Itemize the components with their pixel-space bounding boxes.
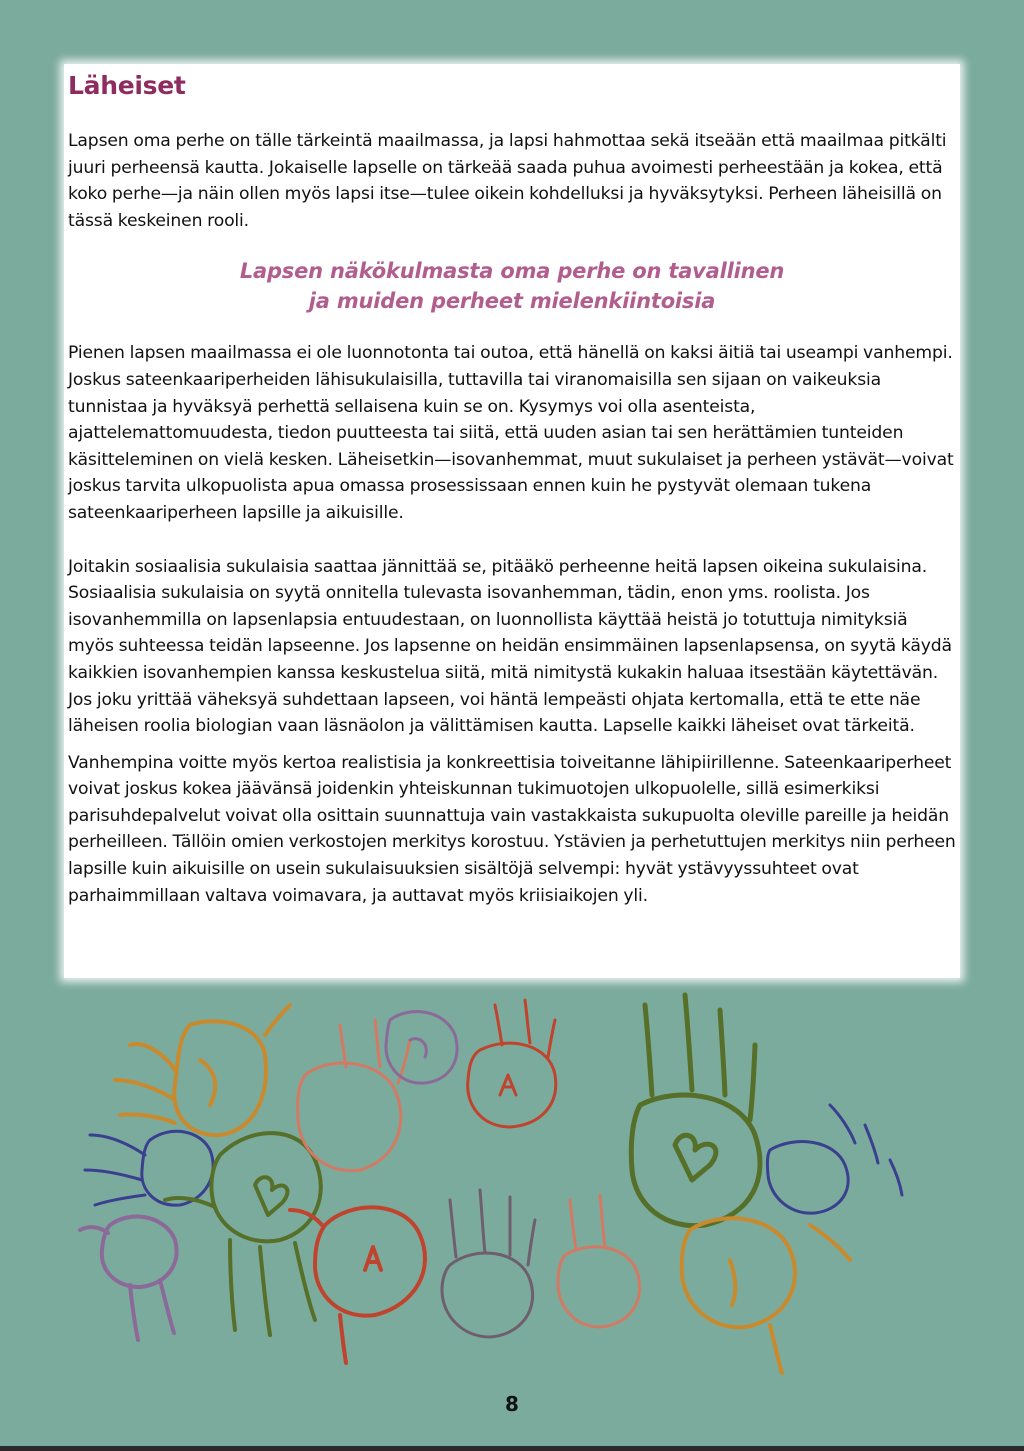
paragraph-intro: Lapsen oma perhe on tälle tärkeintä maailmassa, ja lapsi hahmottaa sekä itseään että maailmaa pitkälti juuri perheensä kautta. Jokaiselle lapselle on tärkeää saada puhua avoimesti perheestään ja kokea, että koko perhe—ja näin ollen myös lapsi itse—tulee oikein kohdelluksi ja hyväksytyksi. Perheen läheisillä on tässä keskeinen rooli.: [68, 131, 947, 231]
pull-quote-line-1: Lapsen näkökulmasta oma perhe on tavallinen: [239, 259, 785, 284]
handprint-salmon-right: [558, 1195, 640, 1327]
text-panel: [64, 64, 960, 978]
handprints-illustration: [70, 985, 950, 1385]
handprint-blue-left: [85, 1131, 213, 1205]
handprint-green-left: [165, 1133, 321, 1335]
handprint-orange-left: [115, 1005, 290, 1135]
handprint-green-right: [631, 995, 760, 1226]
handprint-orange-right: [682, 1218, 850, 1373]
handprint-purple-left: [80, 1217, 177, 1340]
handprint-red-center-top: [468, 1000, 556, 1127]
handprint-blue-right: [767, 1105, 902, 1213]
bottom-border: [0, 1446, 1024, 1451]
paragraph-social-relatives: Joitakin sosiaalisia sukulaisia saattaa jännittää se, pitääkö perheenne heitä lapsen oikeina sukulaisina. Sosiaalisia sukulaisia on syytä onnitella tulevasta isovanhemman, tädin, enon yms. roolista. Jos isovanhemmilla on lapsenlapsia entuudestaan, on luonnollista käyttää heistä jo totuttuja nimityksiä myös suhteessa teidän lapseenne. Jos lapsenne on heidän ensimmäinen lapsenlapsensa, on syytä käydä kaikkien isovanhempien kanssa keskustelua siitä, mitä nimitystä kukakin haluaa itsestään käytettävän. Jos joku yrittää väheksyä suhdettaan lapseen, voi häntä lempeästi ohjata kertomalla, että te ette näe läheisen roolia biologian vaan läsnäolon ja välittämisen kautta. Lapselle kaikki läheiset ovat tärkeitä.: [68, 556, 952, 737]
pull-quote-line-2: ja muiden perheet mielenkiintoisia: [308, 289, 716, 314]
page-title: Läheiset: [68, 71, 186, 100]
handprint-purple-center: [386, 1012, 457, 1084]
paragraph-relatives: Pienen lapsen maailmassa ei ole luonnotonta tai outoa, että hänellä on kaksi äitiä tai useampi vanhempi. Joskus sateenkaariperheiden lähisukulaisilla, tuttavilla tai viranomaisilla sen sijaan on vaikeuksia tunnistaa ja hyväksyä perhettä sellaisena kuin se on. Kysymys voi olla asenteista, ajattelemattomuudesta, tiedon puutteesta tai siitä, että uuden asian tai sen herättämien tunteiden käsitteleminen on vielä kesken. Läheisetkin—isovanhemmat, muut sukulaiset ja perheen ystävät—voivat joskus tarvita ulkopuolista apua omassa prosessissaan ennen kuin he pystyvät olemaan tukena sateenkaariperheen lapsille ja aikuisille.: [68, 343, 954, 523]
page-number: 8: [505, 1392, 519, 1416]
handprint-salmon-center: [298, 1020, 410, 1171]
handprint-red-lower: [290, 1207, 425, 1363]
handprint-gray-center: [442, 1190, 535, 1337]
paragraph-wishes: Vanhempina voitte myös kertoa realistisia ja konkreettisia toiveitanne lähipiirillenne. Sateenkaariperheet voivat joskus kokea jäävänsä joidenkin yhteiskunnan tukimuotojen ulkopuolelle, sillä esimerkiksi parisuhdepalvelut voivat olla osittain suunnattuja vain vastakkaista sukupuolta oleville pareille ja heidän perheilleen. Tällöin omien verkostojen merkitys korostuu. Ystävien ja perhetuttujen merkitys niin perheen lapsille kuin aikuisille on usein sukulaisuuksien sisältöjä selvempi: hyvät ystävyyssuhteet ovat parhaimmillaan valtava voimavara, ja auttavat myös kriisiaikojen yli.: [68, 752, 956, 906]
pull-quote: [68, 256, 956, 316]
